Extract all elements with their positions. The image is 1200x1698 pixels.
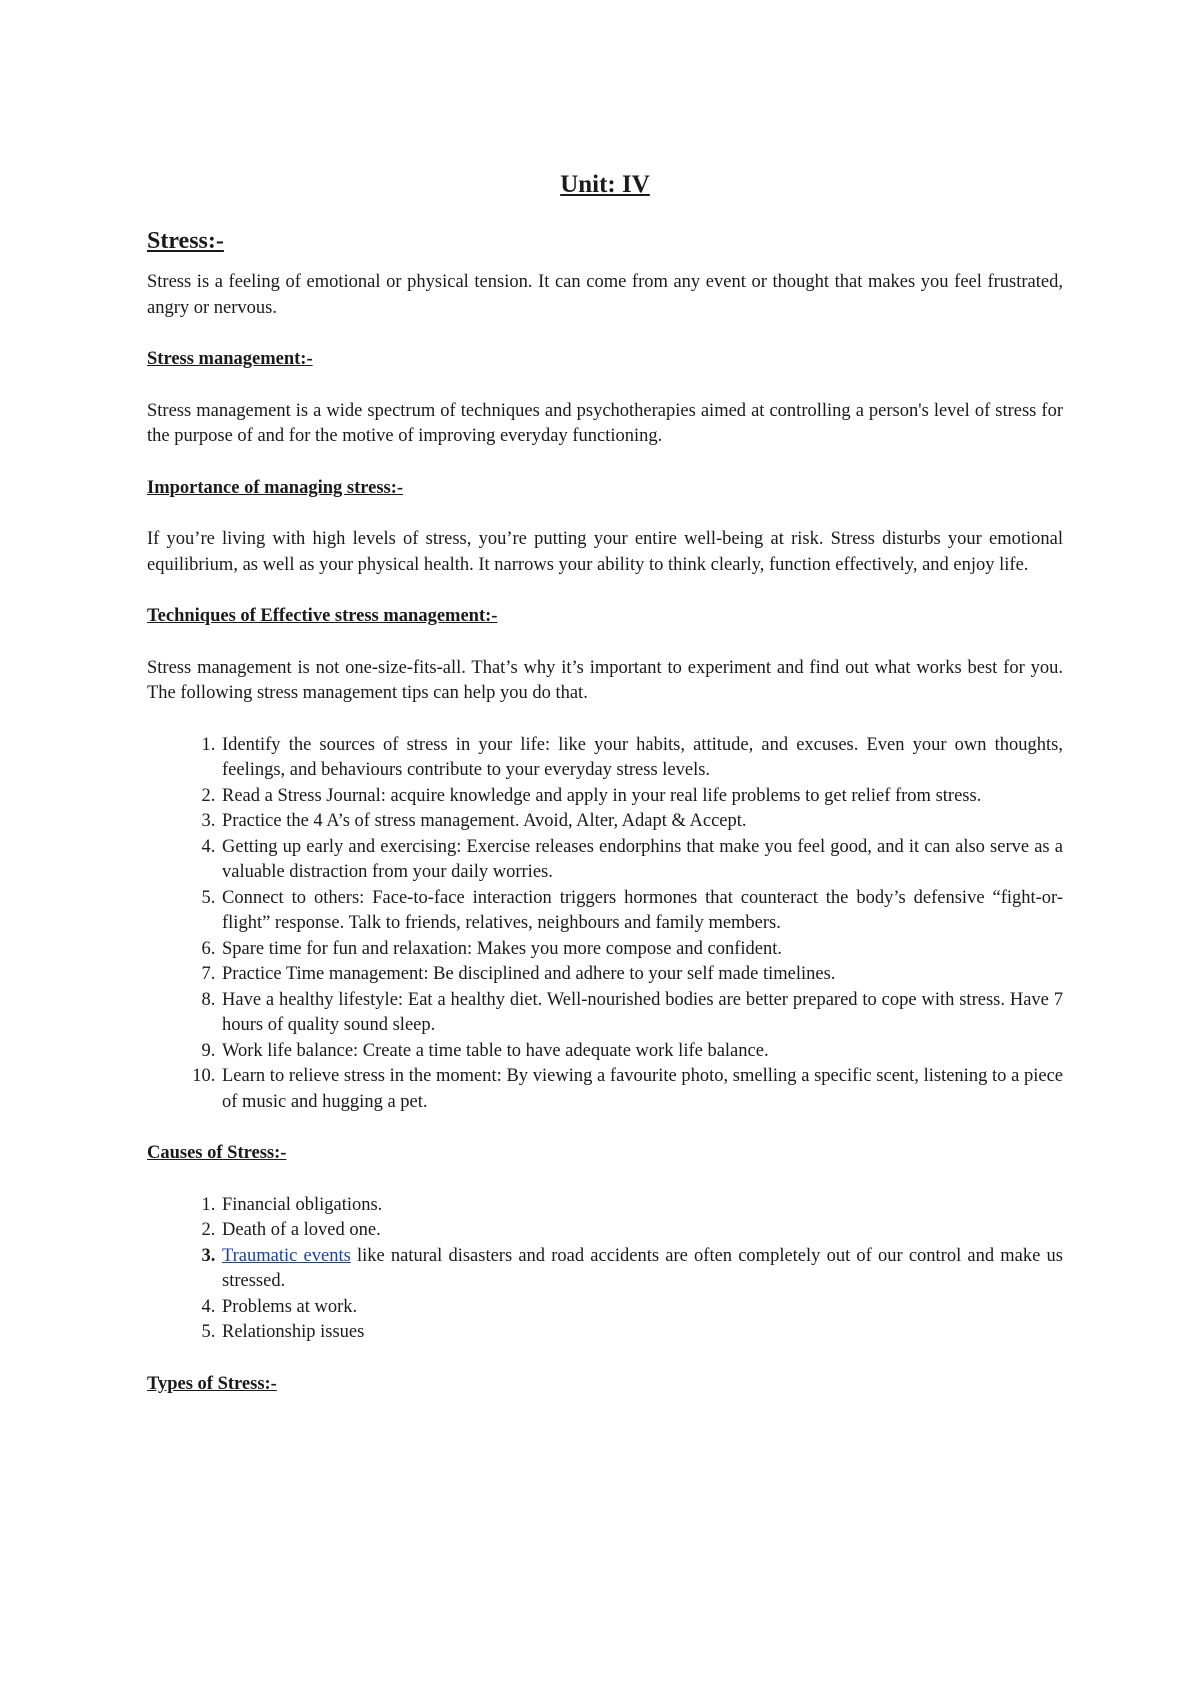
list-item: 1. Financial obligations.	[220, 1193, 1063, 1219]
importance-heading: Importance of managing stress:-	[147, 477, 404, 498]
types-heading: Types of Stress:-	[147, 1373, 277, 1394]
list-item: 2. Death of a loved one.	[220, 1218, 1063, 1244]
list-item: 10. Learn to relieve stress in the moment: By viewing a favourite photo, smelling a specific scent, listening to a piece of music and hugging a pet.	[220, 1064, 1063, 1115]
list-item: 7. Practice Time management: Be disciplined and adhere to your self made timelines.	[220, 962, 1063, 988]
stress-management-text: Stress management is a wide spectrum of techniques and psychotherapies aimed at controlling a person's level of stress for the purpose of and for the motive of improving everyday functioning.	[147, 400, 1063, 446]
stress-definition: Stress is a feeling of emotional or physical tension. It can come from any event or thought that makes you feel frustrated, angry or nervous.	[147, 272, 1063, 318]
techniques-intro: Stress management is not one-size-fits-all. That’s why it’s important to experiment and find out what works best for you. The following stress management tips can help you do that.	[147, 657, 1063, 703]
traumatic-events-link[interactable]: Traumatic events	[222, 1245, 351, 1266]
list-item-text: like natural disasters and road accidents are often completely out of our control and make us stressed.	[222, 1245, 1063, 1291]
list-item: 6. Spare time for fun and relaxation: Makes you more compose and confident.	[220, 937, 1063, 963]
causes-list	[147, 1193, 1063, 1346]
list-item: 1. Identify the sources of stress in your life: like your habits, attitude, and excuses. Even your own thoughts, feelings, and behaviours contribute to your everyday stress levels.	[220, 733, 1063, 784]
stress-management-heading: Stress management:-	[147, 349, 313, 369]
techniques-heading: Techniques of Effective stress management:-	[147, 606, 498, 626]
list-item: 5. Relationship issues	[220, 1320, 1063, 1346]
document-page	[147, 170, 1063, 1423]
list-item: 2. Read a Stress Journal: acquire knowledge and apply in your real life problems to get relief from stress.	[220, 784, 1063, 810]
list-item: 4. Problems at work.	[220, 1295, 1063, 1321]
list-item: 5. Connect to others: Face-to-face interaction triggers hormones that counteract the body’s defensive “fight-or-flight” response. Talk to friends, relatives, neighbours and family members.	[220, 886, 1063, 937]
list-item: 9. Work life balance: Create a time table to have adequate work life balance.	[220, 1039, 1063, 1065]
list-item: 8. Have a healthy lifestyle: Eat a healthy diet. Well-nourished bodies are better prepared to cope with stress. Have 7 hours of quality sound sleep.	[220, 988, 1063, 1039]
causes-heading: Causes of Stress:-	[147, 1143, 287, 1163]
list-item: 3. Practice the 4 A’s of stress management. Avoid, Alter, Adapt & Accept.	[220, 809, 1063, 835]
unit-title: Unit: IV	[560, 171, 650, 198]
techniques-list	[147, 733, 1063, 1116]
stress-heading: Stress:-	[147, 228, 224, 254]
list-item: 4. Getting up early and exercising: Exercise releases endorphins that make you feel good, and it can also serve as a valuable distraction from your daily worries.	[220, 835, 1063, 886]
importance-text: If you’re living with high levels of stress, you’re putting your entire well-being at risk. Stress disturbs your emotional equilibrium, as well as your physical health. It narrows your ability to think clearly, function effectively, and enjoy life.	[147, 529, 1063, 575]
list-item	[220, 1244, 1063, 1295]
